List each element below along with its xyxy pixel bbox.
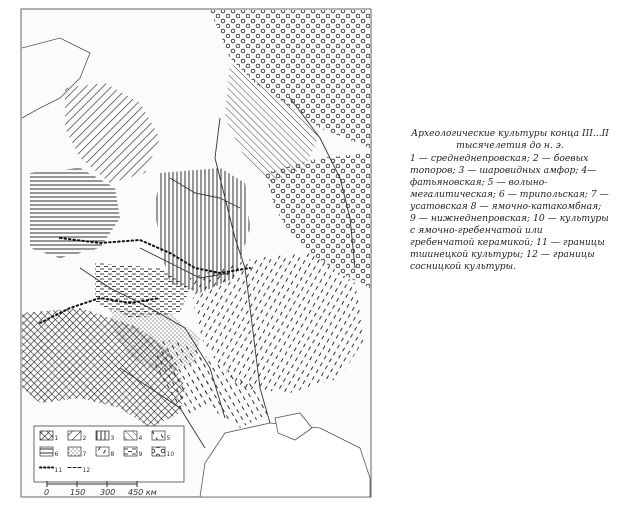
legend-number-5: 5 bbox=[166, 435, 171, 442]
legend-swatch-2 bbox=[68, 431, 81, 440]
legend-number-6: 6 bbox=[54, 451, 59, 458]
map-legend bbox=[34, 426, 184, 482]
caption-legend-text: 1 — среднеднепровская; 2 — боевых топоров; 3 — шаровидных амфор; 4— фатьяновская; 5 — волыно-мегалитическая; 6 — трипольская; 7 — усатовская 8 — ямочно-катакомбная; 9 — нижнеднепровская; 10 — культуры с ямочно-гребенчатой или гребенчатой керамикой; 11 — границы тшинецкой культуры; 12 — границы сосницкой культуры. bbox=[410, 153, 609, 272]
legend-swatch-8 bbox=[96, 447, 109, 456]
legend-swatch-10 bbox=[152, 447, 165, 456]
legend-number-2: 2 bbox=[82, 435, 87, 442]
scale-label-450: 450 км bbox=[128, 488, 157, 497]
legend-swatch-4 bbox=[124, 431, 137, 440]
scale-label-0: 0 bbox=[44, 488, 50, 497]
legend-swatch-1 bbox=[40, 431, 53, 440]
legend-swatch-7 bbox=[68, 447, 81, 456]
legend-number-9: 9 bbox=[138, 451, 143, 458]
legend-swatch-3 bbox=[96, 431, 109, 440]
caption-title: Археологические культуры конца III...II тысячелетия до н. э. bbox=[411, 128, 609, 151]
legend-number-1: 1 bbox=[54, 435, 59, 442]
legend-swatch-5 bbox=[152, 431, 165, 440]
legend-number-11: 11 bbox=[54, 467, 63, 474]
archaeological-culture-map bbox=[20, 8, 372, 498]
map-caption bbox=[410, 128, 610, 273]
legend-swatch-6 bbox=[40, 447, 53, 456]
legend-number-10: 10 bbox=[166, 451, 175, 458]
scale-label-150: 150 bbox=[70, 488, 86, 497]
legend-number-8: 8 bbox=[110, 451, 115, 458]
legend-number-7: 7 bbox=[82, 451, 87, 458]
legend-number-12: 12 bbox=[82, 467, 91, 474]
legend-number-4: 4 bbox=[138, 435, 143, 442]
scale-label-300: 300 bbox=[100, 488, 116, 497]
legend-number-3: 3 bbox=[110, 435, 115, 442]
legend-swatch-9 bbox=[124, 447, 137, 456]
